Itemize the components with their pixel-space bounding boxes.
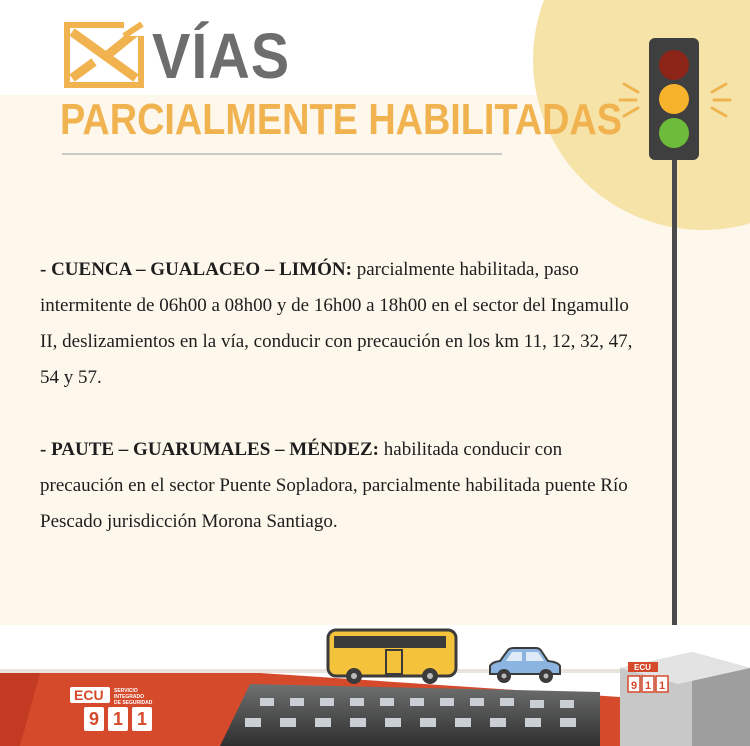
logo-tagline-line: SERVICIO <box>114 688 138 694</box>
ecu911-building-icon <box>612 628 750 746</box>
road-closed-icon <box>64 22 144 88</box>
car-icon <box>486 646 564 686</box>
page-subtitle: PARCIALMENTE HABILITADAS <box>60 95 622 144</box>
traffic-light-pole <box>672 160 677 650</box>
road-name: - CUENCA – GUALACEO – LIMÓN: <box>40 259 352 280</box>
page-title: VÍAS <box>152 20 291 92</box>
logo-digit: 1 <box>132 707 152 731</box>
road-name: - PAUTE – GUARUMALES – MÉNDEZ: <box>40 439 380 460</box>
logo-tagline-line: INTEGRADO <box>114 694 144 700</box>
ecu911-logo <box>70 687 190 737</box>
logo-tagline <box>114 688 152 706</box>
road-status-item <box>40 432 640 540</box>
green-lamp-icon <box>659 118 689 148</box>
logo-ecu-plate <box>70 687 110 703</box>
bus-icon <box>326 628 460 686</box>
yellow-lamp-icon <box>659 84 689 114</box>
svg-text:1: 1 <box>645 680 652 692</box>
red-lamp-icon <box>659 50 689 80</box>
road-status-list <box>40 252 640 576</box>
road-status-item <box>40 252 640 396</box>
traffic-light <box>649 38 699 160</box>
svg-text:1: 1 <box>659 680 666 692</box>
logo-ecu-text: ECU <box>74 687 104 703</box>
road-description: parcialmente habilitada, paso intermitente de 06h00 a 08h00 y de 16h00 a 18h00 en el sector del Ingamullo II, deslizamientos en la vía, conducir con precaución en los km 11, 12, 32, 47, 54 y 57. <box>40 259 633 388</box>
logo-digit: 9 <box>84 707 104 731</box>
road-description: habilitada conducir con precaución en el sector Puente Sopladora, parcialmente habilitada puente Río Pescado jurisdicción Morona Santiago. <box>40 439 628 532</box>
logo-tagline-line: DE SEGURIDAD <box>114 700 153 706</box>
control-room-photo <box>220 684 600 746</box>
title-divider <box>62 153 502 155</box>
logo-digit: 1 <box>108 707 128 731</box>
svg-text:9: 9 <box>631 680 638 692</box>
svg-text:ECU: ECU <box>634 663 651 672</box>
